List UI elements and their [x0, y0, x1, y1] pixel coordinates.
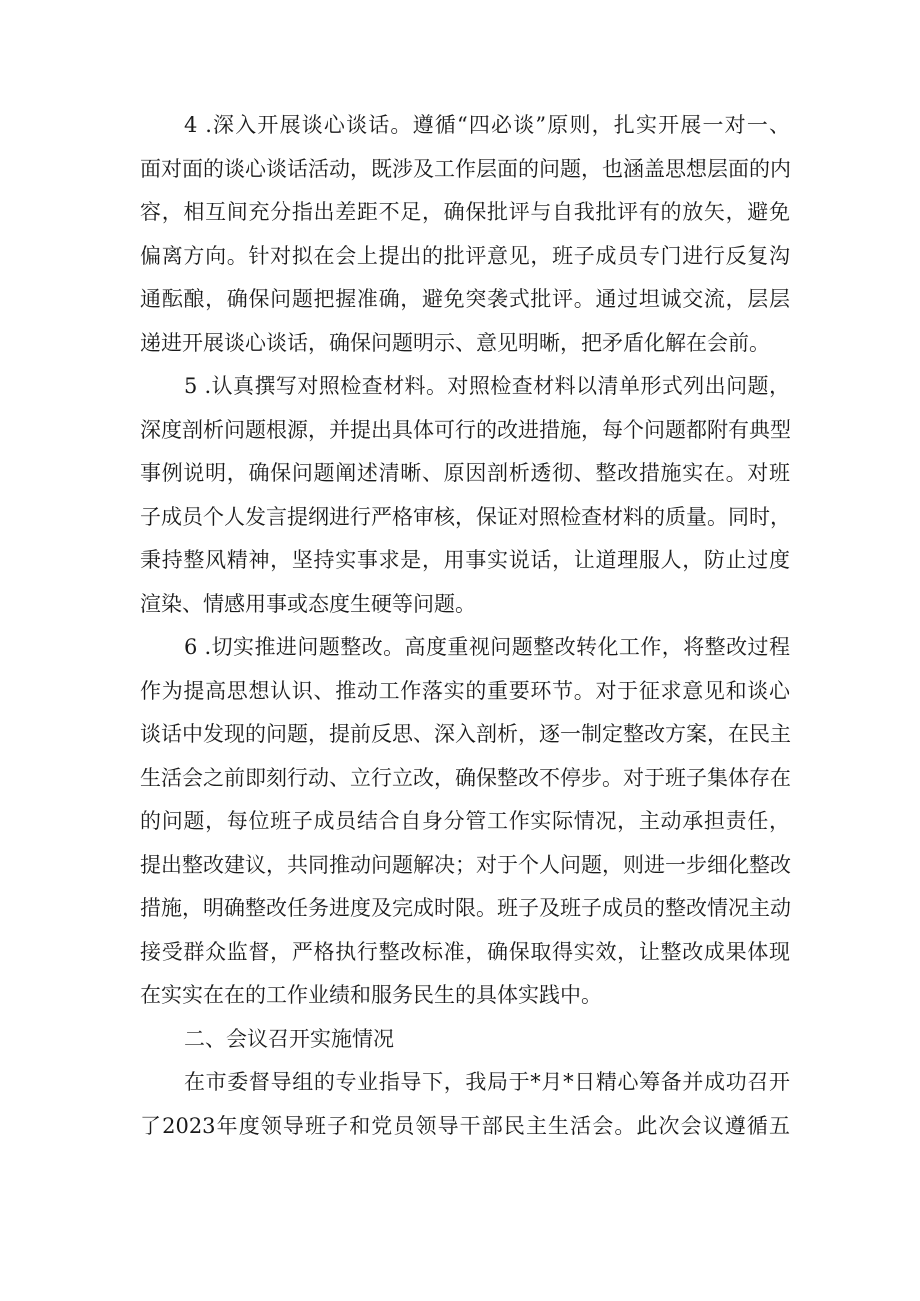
paragraph-4-line: 通酝酿，确保问题把握准确，避免突袭式批评。通过坦诚交流，层层 — [140, 287, 790, 311]
paragraph-6-line: 谈话中发现的问题，提前反思、深入剖析，逐一制定整改方案，在民主 — [140, 722, 791, 746]
paragraph-6-line: 提出整改建议，共同推动问题解决；对于个人问题，则进一步细化整改 — [140, 852, 791, 877]
paragraph-6-line: 措施，明确整改任务进度及完成时限。班子及班子成员的整改情况主动 — [140, 896, 791, 920]
paragraph-6-line: 在实实在在的工作业绩和服务民生的具体实践中。 — [140, 983, 602, 1007]
paragraph-4-line: 面对面的谈心谈话活动，既涉及工作层面的问题，也涵盖思想层面的内 — [140, 156, 791, 181]
paragraph-4-line: 容，相互间充分指出差距不足，确保批评与自我批评有的放矢，避免 — [140, 200, 790, 224]
paragraph-6-line: 生活会之前即刻行动、立行立改，确保整改不停步。对于班子集体存在 — [140, 765, 791, 790]
paragraph-5-line: 子成员个人发言提纲进行严格审核，保证对照检查材料的质量。同时， — [140, 504, 791, 529]
paragraph-4-line: 4 .深入开展谈心谈话。遵循“四必谈”原则，扎实开展一对一、 — [184, 113, 790, 137]
paragraph-4-line: 递进开展谈心谈话，确保问题明示、意见明晰，把矛盾化解在会前。 — [140, 330, 770, 355]
paragraph-section2-line: 了2023年度领导班子和党员领导干部民主生活会。此次会议遵循五 — [140, 1113, 790, 1138]
paragraph-5-line: 秉持整风精神，坚持实事求是，用事实说话，让道理服人，防止过度 — [140, 548, 790, 572]
paragraph-5-line: 深度剖析问题根源，并提出具体可行的改进措施，每个问题都附有典型 — [140, 417, 791, 442]
paragraph-6-line: 6 .切实推进问题整改。高度重视问题整改转化工作，将整改过程 — [184, 635, 790, 659]
paragraph-6-line: 作为提高思想认识、推动工作落实的重要环节。对于征求意见和谈心 — [140, 678, 790, 703]
paragraph-4-line: 偏离方向。针对拟在会上提出的批评意见，班子成员专门进行反复沟 — [140, 243, 790, 268]
section-heading: 二、会议召开实施情况 — [184, 1026, 394, 1051]
paragraph-5-line: 5 .认真撰写对照检查材料。对照检查材料以清单形式列出问题， — [184, 374, 790, 398]
paragraph-section2-line: 在市委督导组的专业指导下，我局于*月*日精心筹备并成功召开 — [184, 1070, 790, 1094]
paragraph-5-line: 事例说明，确保问题阐述清晰、原因剖析透彻、整改措施实在。对班 — [140, 461, 790, 485]
paragraph-6-line: 接受群众监督，严格执行整改标准，确保取得实效，让整改成果体现 — [140, 939, 790, 964]
paragraph-6-line: 的问题，每位班子成员结合自身分管工作实际情况，主动承担责任， — [140, 809, 790, 833]
paragraph-5-line: 渲染、情感用事或态度生硬等问题。 — [140, 591, 476, 616]
